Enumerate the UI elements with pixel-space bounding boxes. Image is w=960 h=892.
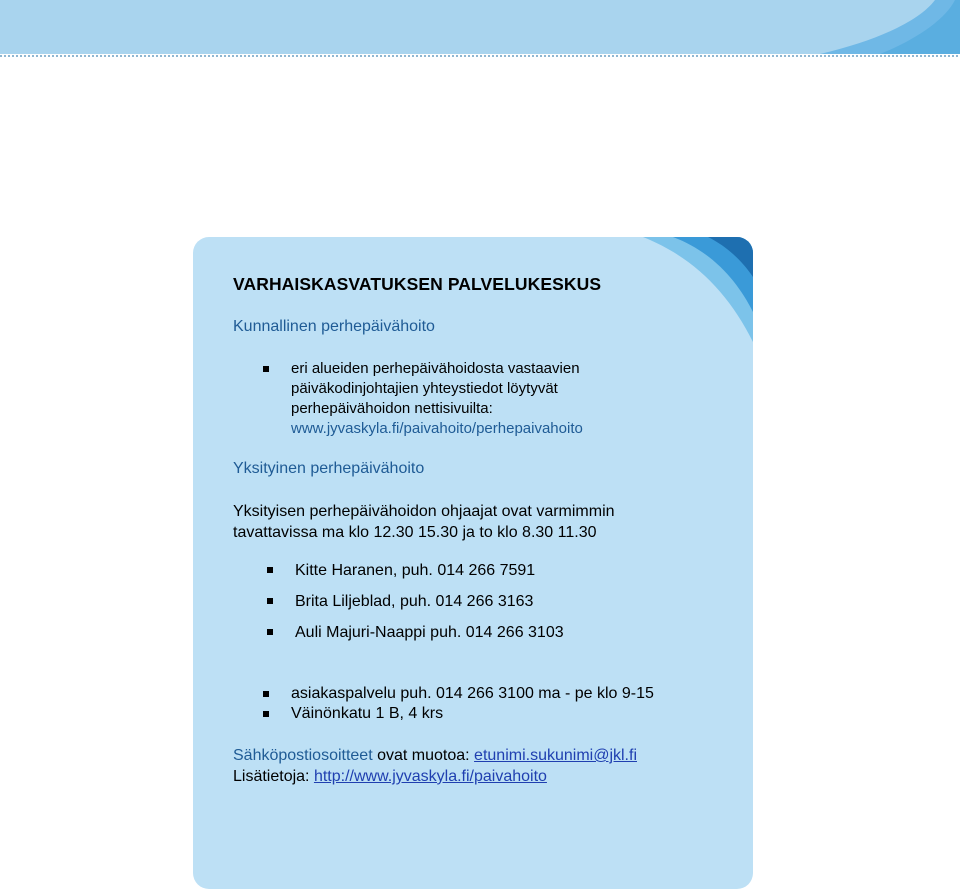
private-intro-line1: Yksityisen perhepäivähoidon ohjaajat ovat varmimmin (233, 503, 615, 520)
card-swoosh-decoration (523, 237, 753, 357)
email-example-link[interactable]: etunimi.sukunimi@jkl.fi (474, 747, 637, 764)
page-title: VARHAISKASVATUKSEN PALVELUKESKUS (233, 274, 602, 294)
email-label: Sähköpostiosoitteet (233, 747, 373, 764)
service-phone: asiakaspalvelu puh. 014 266 3100 ma - pe klo 9-15 (291, 685, 654, 702)
municipal-line: eri alueiden perhepäivähoidosta vastaavien (291, 360, 580, 377)
bullet-icon (267, 567, 273, 573)
private-intro-line2: tavattavissa ma klo 12.30 15.30 ja to klo 8.30 11.30 (233, 524, 597, 541)
email-format-line (233, 747, 637, 765)
email-mid-text: ovat muotoa: (372, 747, 475, 764)
contact-item: Auli Majuri-Naappi puh. 014 266 3103 (295, 624, 564, 641)
municipal-heading: Kunnallinen perhepäivähoito (233, 318, 435, 335)
info-url-link[interactable]: http://www.jyvaskyla.fi/paivahoito (313, 768, 547, 785)
service-address: Väinönkatu 1 B, 4 krs (291, 705, 444, 722)
contact-item: Kitte Haranen, puh. 014 266 7591 (295, 562, 536, 579)
municipal-line: päiväkodinjohtajien yhteystiedot löytyvät (291, 380, 558, 397)
municipal-url-link[interactable]: www.jyvaskyla.fi/paivahoito/perhepaivahoito (291, 420, 583, 437)
contact-item: Brita Liljeblad, puh. 014 266 3163 (295, 593, 534, 610)
top-banner (0, 0, 960, 58)
info-card (193, 237, 753, 889)
bullet-icon (263, 711, 269, 717)
bullet-icon (263, 691, 269, 697)
private-heading: Yksityinen perhepäivähoito (233, 460, 425, 477)
bullet-icon (267, 598, 273, 604)
municipal-bullet-text (291, 359, 583, 439)
bullet-icon (263, 366, 269, 372)
info-label: Lisätietoja: (233, 768, 314, 785)
info-line (233, 768, 547, 786)
municipal-line: perhepäivähoidon nettisivuilta: (291, 400, 493, 417)
bullet-icon (267, 629, 273, 635)
